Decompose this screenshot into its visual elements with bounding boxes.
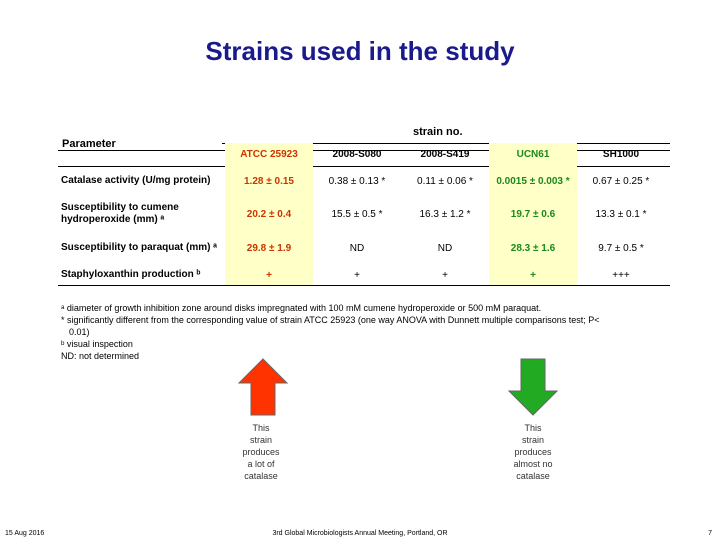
table-cell: 13.3 ± 0.1 * — [595, 208, 647, 220]
arrow-up-icon — [238, 358, 288, 416]
strain-header-2008-s080: 2008-S080 — [332, 148, 382, 160]
strain-header-atcc25923: ATCC 25923 — [225, 143, 313, 165]
table-bottom-rule — [58, 285, 670, 286]
footnote-significance-cont: 0.01) — [69, 327, 90, 337]
table-cell: 29.8 ± 1.9 — [225, 231, 313, 265]
caption-line: strain — [521, 435, 544, 445]
table-row — [58, 197, 665, 231]
footnote-b: ᵇ visual inspection — [61, 339, 133, 349]
row-label-cumene: Susceptibility to cumene hydroperoxide (mm) ᵃ — [61, 202, 179, 225]
arrow-down-icon — [508, 358, 558, 416]
right-arrow-caption — [498, 422, 568, 482]
strains-table — [58, 143, 665, 285]
footnotes — [61, 302, 676, 362]
footer-meeting: 3rd Global Microbiologists Annual Meeting, Portland, OR — [272, 530, 448, 537]
caption-line: This — [524, 423, 542, 433]
table-cell: + — [225, 265, 313, 285]
caption-line: produces — [514, 447, 552, 457]
strain-header-row — [58, 143, 665, 165]
strain-header-ucn61: UCN61 — [489, 143, 577, 165]
table-cell: 20.2 ± 0.4 — [225, 197, 313, 231]
table-cell: 9.7 ± 0.5 * — [598, 242, 644, 254]
table-cell: 0.38 ± 0.13 * — [328, 175, 386, 187]
table-cell: 16.3 ± 1.2 * — [419, 208, 471, 220]
table-cell: + — [489, 265, 577, 285]
table-cell: ND — [437, 242, 453, 254]
row-label-staphyloxanthin: Staphyloxanthin production ᵇ — [61, 269, 201, 280]
table-row — [58, 231, 665, 265]
caption-line: catalase — [516, 471, 550, 481]
caption-line: strain — [249, 435, 272, 445]
parameter-header: Parameter — [62, 138, 116, 150]
table-cell: 0.67 ± 0.25 * — [592, 175, 650, 187]
footnote-nd: ND: not determined — [61, 351, 140, 361]
table-cell: 28.3 ± 1.6 — [489, 231, 577, 265]
table-row — [58, 165, 665, 197]
footnote-significance: * significantly different from the corresponding value of strain ATCC 25923 (one way ANOVA with Dunnett multiple comparisons test; P< — [61, 315, 600, 325]
strain-header-sh1000: SH1000 — [602, 148, 640, 160]
footnote-a: ᵃ diameter of growth inhibition zone around disks impregnated with 100 mM cumene hydroperoxide or 500 mM paraquat. — [61, 303, 542, 313]
table-cell: + — [442, 269, 448, 281]
table-cell: 19.7 ± 0.6 — [489, 197, 577, 231]
caption-line: almost no — [513, 459, 553, 469]
caption-line: a lot of — [247, 459, 275, 469]
table-row — [58, 265, 665, 285]
caption-line: catalase — [244, 471, 278, 481]
left-arrow-caption — [226, 422, 296, 482]
header-spacer — [58, 143, 225, 165]
row-label-paraquat: Susceptibility to paraquat (mm) ᵃ — [61, 242, 218, 253]
table-cell: 0.0015 ± 0.003 * — [489, 165, 577, 197]
table-cell: + — [354, 269, 360, 281]
slide-title: Strains used in the study — [205, 36, 515, 66]
table-cell: 15.5 ± 0.5 * — [331, 208, 383, 220]
table-cell: ND — [349, 242, 365, 254]
caption-line: produces — [242, 447, 280, 457]
table-cell: 1.28 ± 0.15 — [225, 165, 313, 197]
table-cell: +++ — [612, 269, 630, 281]
strain-header-2008-s419: 2008-S419 — [420, 148, 470, 160]
table-cell: 0.11 ± 0.06 * — [417, 175, 473, 187]
footer-date: 15 Aug 2016 — [5, 530, 45, 537]
row-label-catalase: Catalase activity (U/mg protein) — [61, 175, 211, 186]
strain-group-header: strain no. — [413, 126, 463, 138]
caption-line: This — [252, 423, 270, 433]
page-number: 7 — [708, 530, 712, 537]
